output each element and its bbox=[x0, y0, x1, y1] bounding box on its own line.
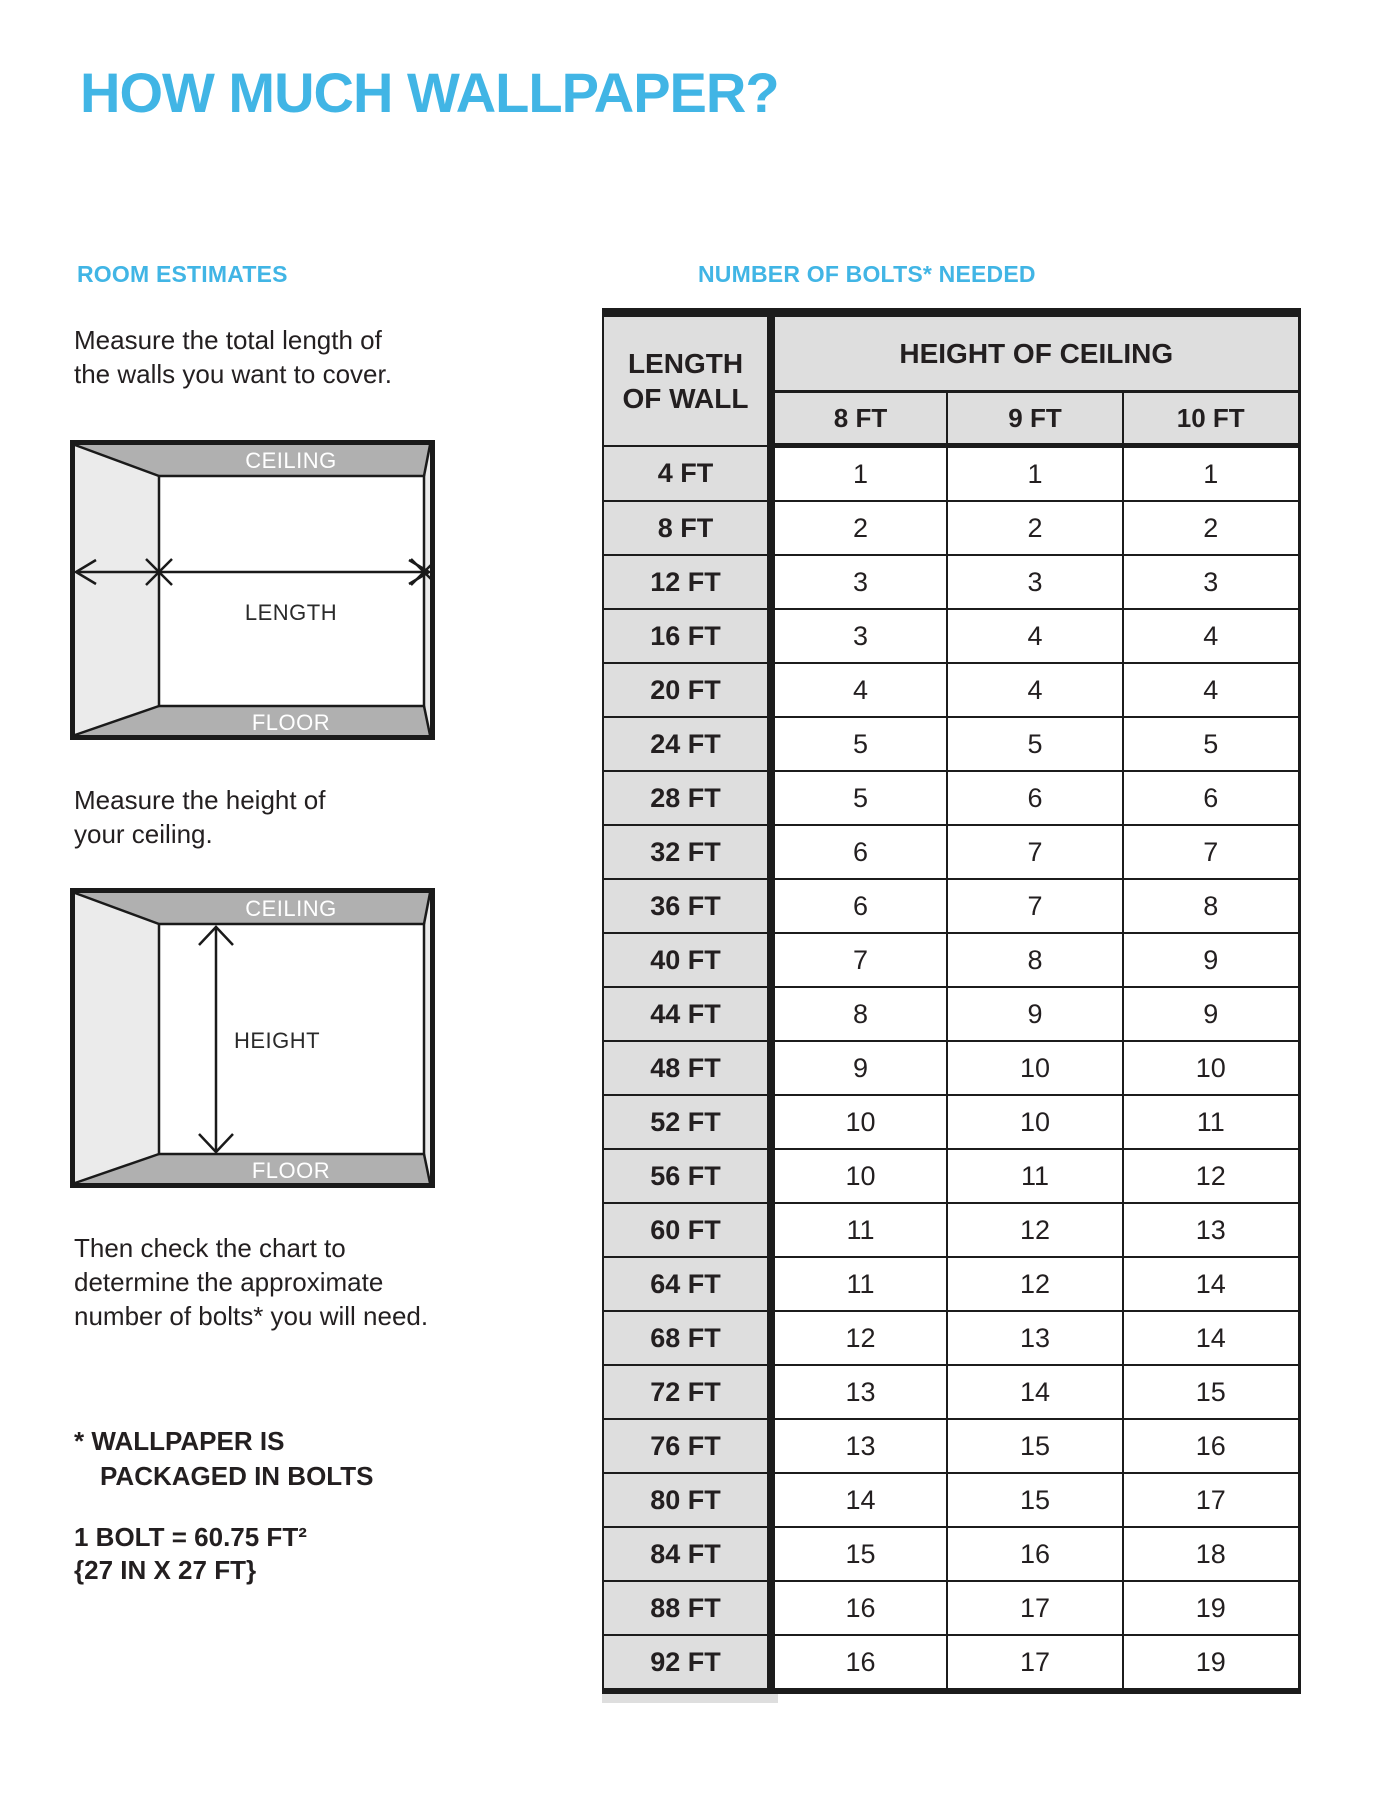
bolt-info-line-1: 1 BOLT = 60.75 FT² bbox=[74, 1522, 307, 1552]
bolt-count-cell: 11 bbox=[771, 1203, 947, 1257]
bolt-count-cell: 17 bbox=[1123, 1473, 1299, 1527]
bolt-count-cell: 12 bbox=[947, 1203, 1123, 1257]
step1-line-2: the walls you want to cover. bbox=[74, 359, 392, 389]
table-row bbox=[603, 825, 1299, 879]
bolt-count-cell: 18 bbox=[1123, 1527, 1299, 1581]
wall-length-label: 48 FT bbox=[603, 1041, 771, 1095]
wall-length-label: 20 FT bbox=[603, 663, 771, 717]
bolt-count-cell: 12 bbox=[947, 1257, 1123, 1311]
bolt-count-cell: 13 bbox=[1123, 1203, 1299, 1257]
wall-length-label: 40 FT bbox=[603, 933, 771, 987]
wall-length-label: 12 FT bbox=[603, 555, 771, 609]
bolt-count-cell: 8 bbox=[1123, 879, 1299, 933]
wall-length-label: 60 FT bbox=[603, 1203, 771, 1257]
bolt-count-cell: 9 bbox=[947, 987, 1123, 1041]
table-row bbox=[603, 1527, 1299, 1581]
table-row bbox=[603, 501, 1299, 555]
col-header-10ft: 10 FT bbox=[1123, 392, 1299, 446]
height-of-ceiling-header: HEIGHT OF CEILING bbox=[771, 313, 1299, 392]
table-row bbox=[603, 1419, 1299, 1473]
bolt-count-cell: 11 bbox=[771, 1257, 947, 1311]
wall-length-label: 4 FT bbox=[603, 446, 771, 502]
length-label: LENGTH bbox=[244, 600, 338, 625]
step1-instruction bbox=[74, 323, 392, 391]
step3-line-1: Then check the chart to bbox=[74, 1233, 346, 1263]
bolt-count-cell: 16 bbox=[771, 1635, 947, 1691]
table-row bbox=[603, 987, 1299, 1041]
bolt-count-cell: 9 bbox=[1123, 933, 1299, 987]
bolt-count-cell: 4 bbox=[1123, 663, 1299, 717]
bolt-count-cell: 13 bbox=[771, 1419, 947, 1473]
bolt-count-cell: 17 bbox=[947, 1635, 1123, 1691]
bolt-count-cell: 12 bbox=[1123, 1149, 1299, 1203]
bolt-count-cell: 1 bbox=[771, 446, 947, 502]
footnote-line-1: * WALLPAPER IS bbox=[74, 1426, 285, 1456]
height-label: HEIGHT bbox=[234, 1028, 321, 1053]
bolt-size-info bbox=[74, 1521, 307, 1587]
bolt-count-cell: 14 bbox=[947, 1365, 1123, 1419]
wall-length-label: 16 FT bbox=[603, 609, 771, 663]
bolt-count-cell: 4 bbox=[947, 609, 1123, 663]
wall-length-label: 24 FT bbox=[603, 717, 771, 771]
wall-length-label: 56 FT bbox=[603, 1149, 771, 1203]
wall-length-label: 28 FT bbox=[603, 771, 771, 825]
table-row bbox=[603, 1311, 1299, 1365]
footnote-line-2: PACKAGED IN BOLTS bbox=[100, 1461, 374, 1491]
table-row bbox=[603, 1095, 1299, 1149]
room-estimates-heading: ROOM ESTIMATES bbox=[77, 261, 288, 287]
table-row bbox=[603, 1203, 1299, 1257]
ceiling-label: CEILING bbox=[245, 896, 337, 921]
bolts-table bbox=[602, 308, 1301, 1694]
table-row bbox=[603, 771, 1299, 825]
table-row bbox=[603, 879, 1299, 933]
bolt-count-cell: 17 bbox=[947, 1581, 1123, 1635]
bolt-count-cell: 11 bbox=[947, 1149, 1123, 1203]
table-row bbox=[603, 663, 1299, 717]
bolt-count-cell: 2 bbox=[1123, 501, 1299, 555]
step3-line-2: determine the approximate bbox=[74, 1267, 384, 1297]
bolt-count-cell: 6 bbox=[1123, 771, 1299, 825]
bolts-table-container bbox=[602, 308, 1301, 1694]
wall-length-label: 80 FT bbox=[603, 1473, 771, 1527]
bolt-count-cell: 9 bbox=[1123, 987, 1299, 1041]
table-row bbox=[603, 1257, 1299, 1311]
bolt-count-cell: 14 bbox=[771, 1473, 947, 1527]
bolt-count-cell: 5 bbox=[1123, 717, 1299, 771]
bolt-count-cell: 14 bbox=[1123, 1311, 1299, 1365]
table-row bbox=[603, 1041, 1299, 1095]
bolt-count-cell: 15 bbox=[947, 1419, 1123, 1473]
bolt-count-cell: 10 bbox=[1123, 1041, 1299, 1095]
bolt-count-cell: 16 bbox=[771, 1581, 947, 1635]
wall-length-label: 44 FT bbox=[603, 987, 771, 1041]
wall-length-label: 88 FT bbox=[603, 1581, 771, 1635]
table-footer-tab bbox=[602, 1694, 778, 1703]
bolt-count-cell: 16 bbox=[1123, 1419, 1299, 1473]
bolt-count-cell: 2 bbox=[771, 501, 947, 555]
bolt-count-cell: 7 bbox=[1123, 825, 1299, 879]
bolt-count-cell: 3 bbox=[947, 555, 1123, 609]
bolt-count-cell: 10 bbox=[947, 1041, 1123, 1095]
step2-instruction bbox=[74, 783, 326, 851]
bolt-count-cell: 15 bbox=[1123, 1365, 1299, 1419]
table-row bbox=[603, 609, 1299, 663]
bolt-count-cell: 10 bbox=[771, 1095, 947, 1149]
wall-length-label: 76 FT bbox=[603, 1419, 771, 1473]
bolt-count-cell: 3 bbox=[771, 555, 947, 609]
bolt-info-line-2: {27 IN X 27 FT} bbox=[74, 1555, 257, 1585]
room-length-diagram bbox=[70, 440, 435, 740]
wallpaper-bolts-footnote bbox=[74, 1424, 373, 1494]
col-header-8ft: 8 FT bbox=[771, 392, 947, 446]
col-header-9ft: 9 FT bbox=[947, 392, 1123, 446]
bolt-count-cell: 6 bbox=[771, 879, 947, 933]
bolt-count-cell: 19 bbox=[1123, 1635, 1299, 1691]
table-row bbox=[603, 1365, 1299, 1419]
step2-line-2: your ceiling. bbox=[74, 819, 213, 849]
bolt-count-cell: 5 bbox=[771, 717, 947, 771]
bolt-count-cell: 7 bbox=[947, 825, 1123, 879]
bolts-table-body bbox=[603, 446, 1299, 1692]
table-group-header-row bbox=[603, 313, 1299, 392]
bolt-count-cell: 4 bbox=[947, 663, 1123, 717]
room-height-diagram bbox=[70, 888, 435, 1188]
wall-length-label: 64 FT bbox=[603, 1257, 771, 1311]
table-row bbox=[603, 555, 1299, 609]
bolt-count-cell: 4 bbox=[1123, 609, 1299, 663]
bolt-count-cell: 10 bbox=[771, 1149, 947, 1203]
bolt-count-cell: 5 bbox=[771, 771, 947, 825]
step2-line-1: Measure the height of bbox=[74, 785, 326, 815]
table-row bbox=[603, 717, 1299, 771]
bolt-count-cell: 8 bbox=[947, 933, 1123, 987]
bolt-count-cell: 7 bbox=[771, 933, 947, 987]
table-row bbox=[603, 1149, 1299, 1203]
bolt-count-cell: 15 bbox=[947, 1473, 1123, 1527]
ceiling-label: CEILING bbox=[245, 448, 337, 473]
wall-length-label: 72 FT bbox=[603, 1365, 771, 1419]
wall-length-label: 32 FT bbox=[603, 825, 771, 879]
step3-instruction bbox=[74, 1231, 428, 1333]
bolt-count-cell: 4 bbox=[771, 663, 947, 717]
wall-length-label: 92 FT bbox=[603, 1635, 771, 1691]
floor-label: FLOOR bbox=[251, 1158, 331, 1183]
bolt-count-cell: 1 bbox=[1123, 446, 1299, 502]
bolt-count-cell: 6 bbox=[771, 825, 947, 879]
bolt-count-cell: 19 bbox=[1123, 1581, 1299, 1635]
bolt-count-cell: 11 bbox=[1123, 1095, 1299, 1149]
bolt-count-cell: 13 bbox=[771, 1365, 947, 1419]
step1-line-1: Measure the total length of bbox=[74, 325, 382, 355]
table-row bbox=[603, 933, 1299, 987]
bolt-count-cell: 7 bbox=[947, 879, 1123, 933]
bolts-needed-heading: NUMBER OF BOLTS* NEEDED bbox=[698, 261, 1036, 287]
length-of-wall-header-text: LENGTH OF WALL bbox=[622, 347, 749, 414]
bolt-count-cell: 13 bbox=[947, 1311, 1123, 1365]
bolt-count-cell: 6 bbox=[947, 771, 1123, 825]
step3-line-3: number of bolts* you will need. bbox=[74, 1301, 429, 1331]
table-row bbox=[603, 1635, 1299, 1691]
bolt-count-cell: 9 bbox=[771, 1041, 947, 1095]
bolt-count-cell: 3 bbox=[771, 609, 947, 663]
bolt-count-cell: 3 bbox=[1123, 555, 1299, 609]
length-of-wall-header bbox=[603, 313, 771, 446]
bolt-count-cell: 5 bbox=[947, 717, 1123, 771]
table-row bbox=[603, 1473, 1299, 1527]
wall-length-label: 8 FT bbox=[603, 501, 771, 555]
wall-length-label: 36 FT bbox=[603, 879, 771, 933]
bolt-count-cell: 14 bbox=[1123, 1257, 1299, 1311]
bolt-count-cell: 12 bbox=[771, 1311, 947, 1365]
wall-length-label: 52 FT bbox=[603, 1095, 771, 1149]
back-wall bbox=[159, 476, 424, 706]
bolt-count-cell: 2 bbox=[947, 501, 1123, 555]
page-title: HOW MUCH WALLPAPER? bbox=[80, 61, 779, 124]
floor-label: FLOOR bbox=[251, 710, 331, 735]
wall-length-label: 84 FT bbox=[603, 1527, 771, 1581]
bolt-count-cell: 15 bbox=[771, 1527, 947, 1581]
bolt-count-cell: 10 bbox=[947, 1095, 1123, 1149]
wall-length-label: 68 FT bbox=[603, 1311, 771, 1365]
table-row bbox=[603, 1581, 1299, 1635]
bolt-count-cell: 1 bbox=[947, 446, 1123, 502]
bolt-count-cell: 16 bbox=[947, 1527, 1123, 1581]
table-row bbox=[603, 446, 1299, 502]
bolt-count-cell: 8 bbox=[771, 987, 947, 1041]
